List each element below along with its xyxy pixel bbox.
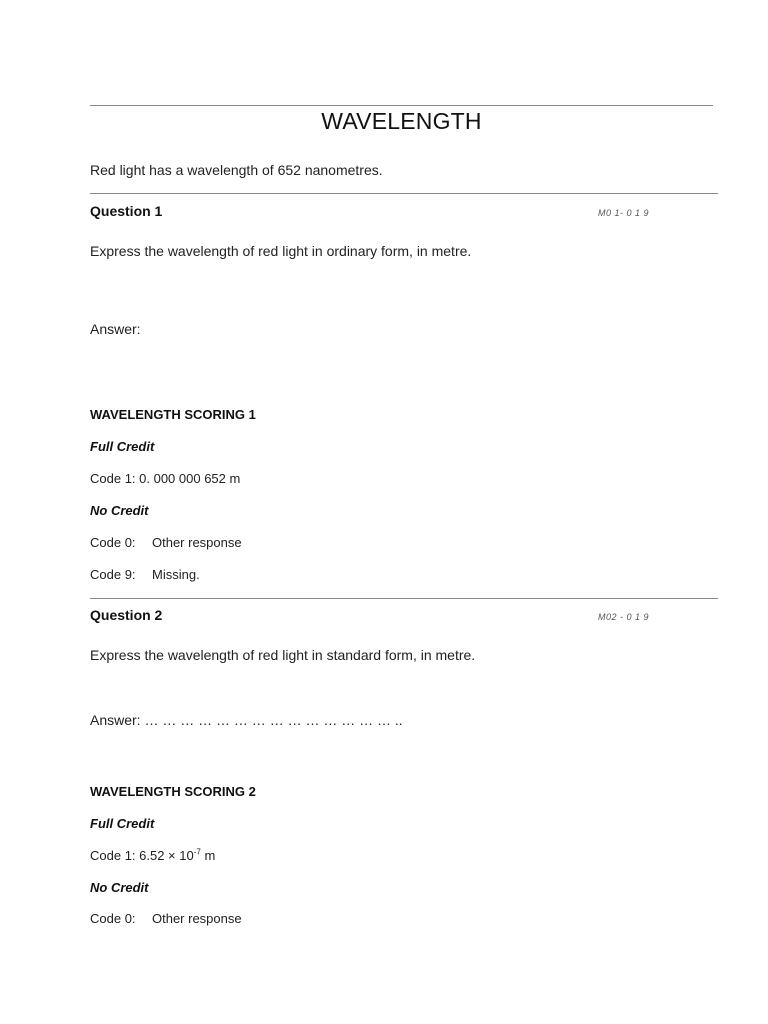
scoring2-full-credit: Full Credit: [90, 816, 155, 831]
scoring2-full-code-base: Code 1: 6.52 × 10: [90, 848, 194, 863]
question2-answer-label: Answer: … … … … … … … … … … … … … … ..: [90, 712, 403, 728]
question2-divider: [90, 598, 718, 599]
question2-heading: Question 2: [90, 607, 163, 623]
scoring1-full-code: [90, 471, 240, 486]
scoring2-full-code-exponent: -7: [193, 847, 201, 857]
scoring1-code9-label: Code 9:: [90, 567, 136, 582]
scoring2-code0: [90, 911, 242, 926]
scoring1-code0-label: Code 0:: [90, 535, 136, 550]
scoring1-full-code-text: Code 1: 0. 000 000 652 m: [90, 471, 241, 486]
scoring1-code0-desc: Other response: [152, 535, 242, 550]
question2-code: M02 - 0 1 9: [598, 612, 650, 622]
scoring2-full-code: [90, 848, 215, 863]
scoring2-code0-desc: Other response: [152, 911, 242, 926]
question2-prompt: Express the wavelength of red light in standard form, in metre.: [90, 647, 476, 663]
question1-code: M0 1- 0 1 9: [598, 208, 650, 218]
scoring1-code9: [90, 567, 200, 582]
top-divider: [90, 105, 713, 106]
scoring1-no-credit: No Credit: [90, 503, 149, 518]
scoring1-heading: WAVELENGTH SCORING 1: [90, 407, 256, 422]
question1-prompt: Express the wavelength of red light in ordinary form, in metre.: [90, 243, 472, 259]
question1-divider: [90, 193, 718, 194]
question1-heading: Question 1: [90, 203, 163, 219]
scoring2-full-code-unit: m: [200, 848, 216, 863]
scoring2-no-credit: No Credit: [90, 880, 149, 895]
scoring1-code0: [90, 535, 242, 550]
scoring1-full-credit: Full Credit: [90, 439, 155, 454]
scoring2-heading: WAVELENGTH SCORING 2: [90, 784, 256, 799]
scoring1-code9-desc: Missing.: [152, 567, 200, 582]
scoring2-code0-label: Code 0:: [90, 911, 136, 926]
question1-answer-label: Answer:: [90, 321, 141, 337]
intro-text: Red light has a wavelength of 652 nanometres.: [90, 162, 383, 178]
page-title: WAVELENGTH: [321, 108, 482, 134]
